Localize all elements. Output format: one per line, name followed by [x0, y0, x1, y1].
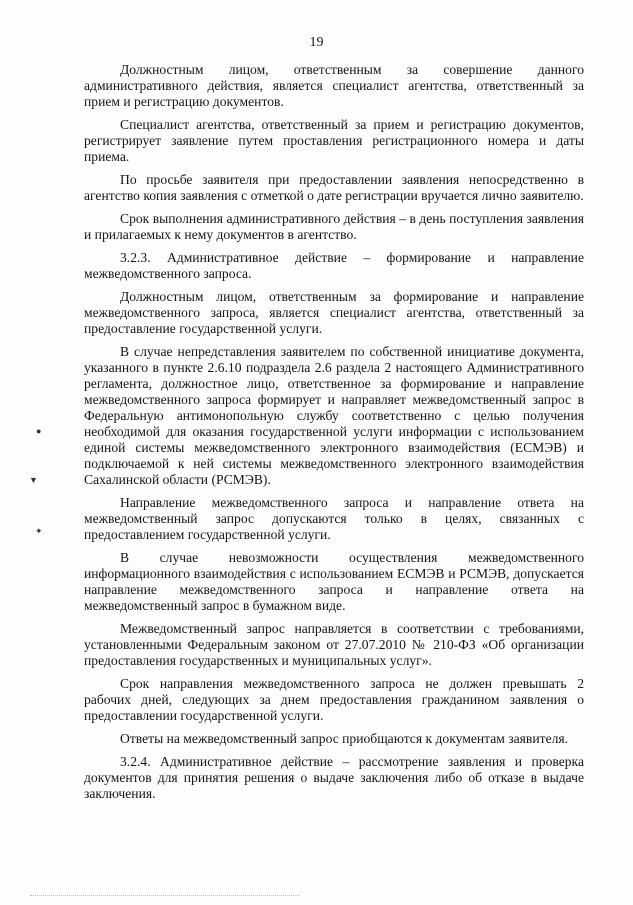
- paragraph-responsible-official: Должностным лицом, ответственным за совершение данного административного действия, является специалист агентства, ответственный за прием и регистрацию документов.: [84, 62, 584, 109]
- paragraph-copy-handed: По просьбе заявителя при предоставлении заявления непосредственно в агентство копия заявления с отметкой о дате регистрации вручается лично заявителю.: [84, 172, 584, 203]
- paragraph-registration: Специалист агентства, ответственный за прием и регистрацию документов, регистрирует заявление путем проставления регистрационного номера и даты приема.: [84, 117, 584, 164]
- margin-mark: ▼: [29, 475, 38, 485]
- paragraph-request-official: Должностным лицом, ответственным за формирование и направление межведомственного запроса, является специалист агентства, ответственный за предоставление государственной услуги.: [84, 289, 584, 336]
- scan-edge-line: [30, 895, 300, 896]
- page-number: 19: [309, 35, 324, 50]
- margin-mark: ●: [36, 426, 42, 436]
- paragraph-action-deadline: Срок выполнения административного действия – в день поступления заявления и прилагаемых к нему документов в агентство.: [84, 211, 584, 242]
- margin-mark: ✦: [35, 526, 43, 536]
- paragraph-paper-request: В случае невозможности осуществления межведомственного информационного взаимодействия с использованием ЕСМЭВ и РСМЭВ, допускается направление межведомственного запроса и направление ответа на межведомственный запрос в бумажном виде.: [84, 550, 584, 613]
- document-body: [84, 62, 584, 809]
- section-heading-3-2-4: 3.2.4. Административное действие – рассмотрение заявления и проверка документов для принятия решения о выдаче заключения либо об отказе в выдаче заключения.: [84, 754, 584, 801]
- paragraph-answers-attached: Ответы на межведомственный запрос приобщаются к документам заявителя.: [120, 731, 569, 746]
- section-heading-3-2-3: 3.2.3. Административное действие – формирование и направление межведомственного запроса.: [84, 250, 584, 281]
- paragraph-request-purpose: Направление межведомственного запроса и направление ответа на межведомственный запрос допускаются только в целях, связанных с предоставлением государственной услуги.: [84, 495, 584, 542]
- paragraph-non-submission: В случае непредставления заявителем по собственной инициативе документа, указанного в пункте 2.6.10 подраздела 2.6 раздела 2 настоящего Административного регламента, должностное лицо, ответственное за формирование и направление межведомственного запроса формирует и направляет межведомственный запрос в Федеральную антимонопольную службу соответственно с целью получения необходимой для оказания государственной услуги информации с использованием единой системы межведомственного электронного взаимодействия (ЕСМЭВ) и подключаемой к ней системы межведомственного электронного взаимодействия Сахалинской области (РСМЭВ).: [84, 344, 584, 487]
- paragraph-federal-law: Межведомственный запрос направляется в соответствии с требованиями, установленными Федеральным законом от 27.07.2010 № 210-ФЗ «Об организации предоставления государственных и муниципальных услуг».: [84, 621, 584, 668]
- paragraph-request-deadline: Срок направления межведомственного запроса не должен превышать 2 рабочих дней, следующих за днем предоставления гражданином заявления о предоставлении государственной услуги.: [84, 676, 584, 723]
